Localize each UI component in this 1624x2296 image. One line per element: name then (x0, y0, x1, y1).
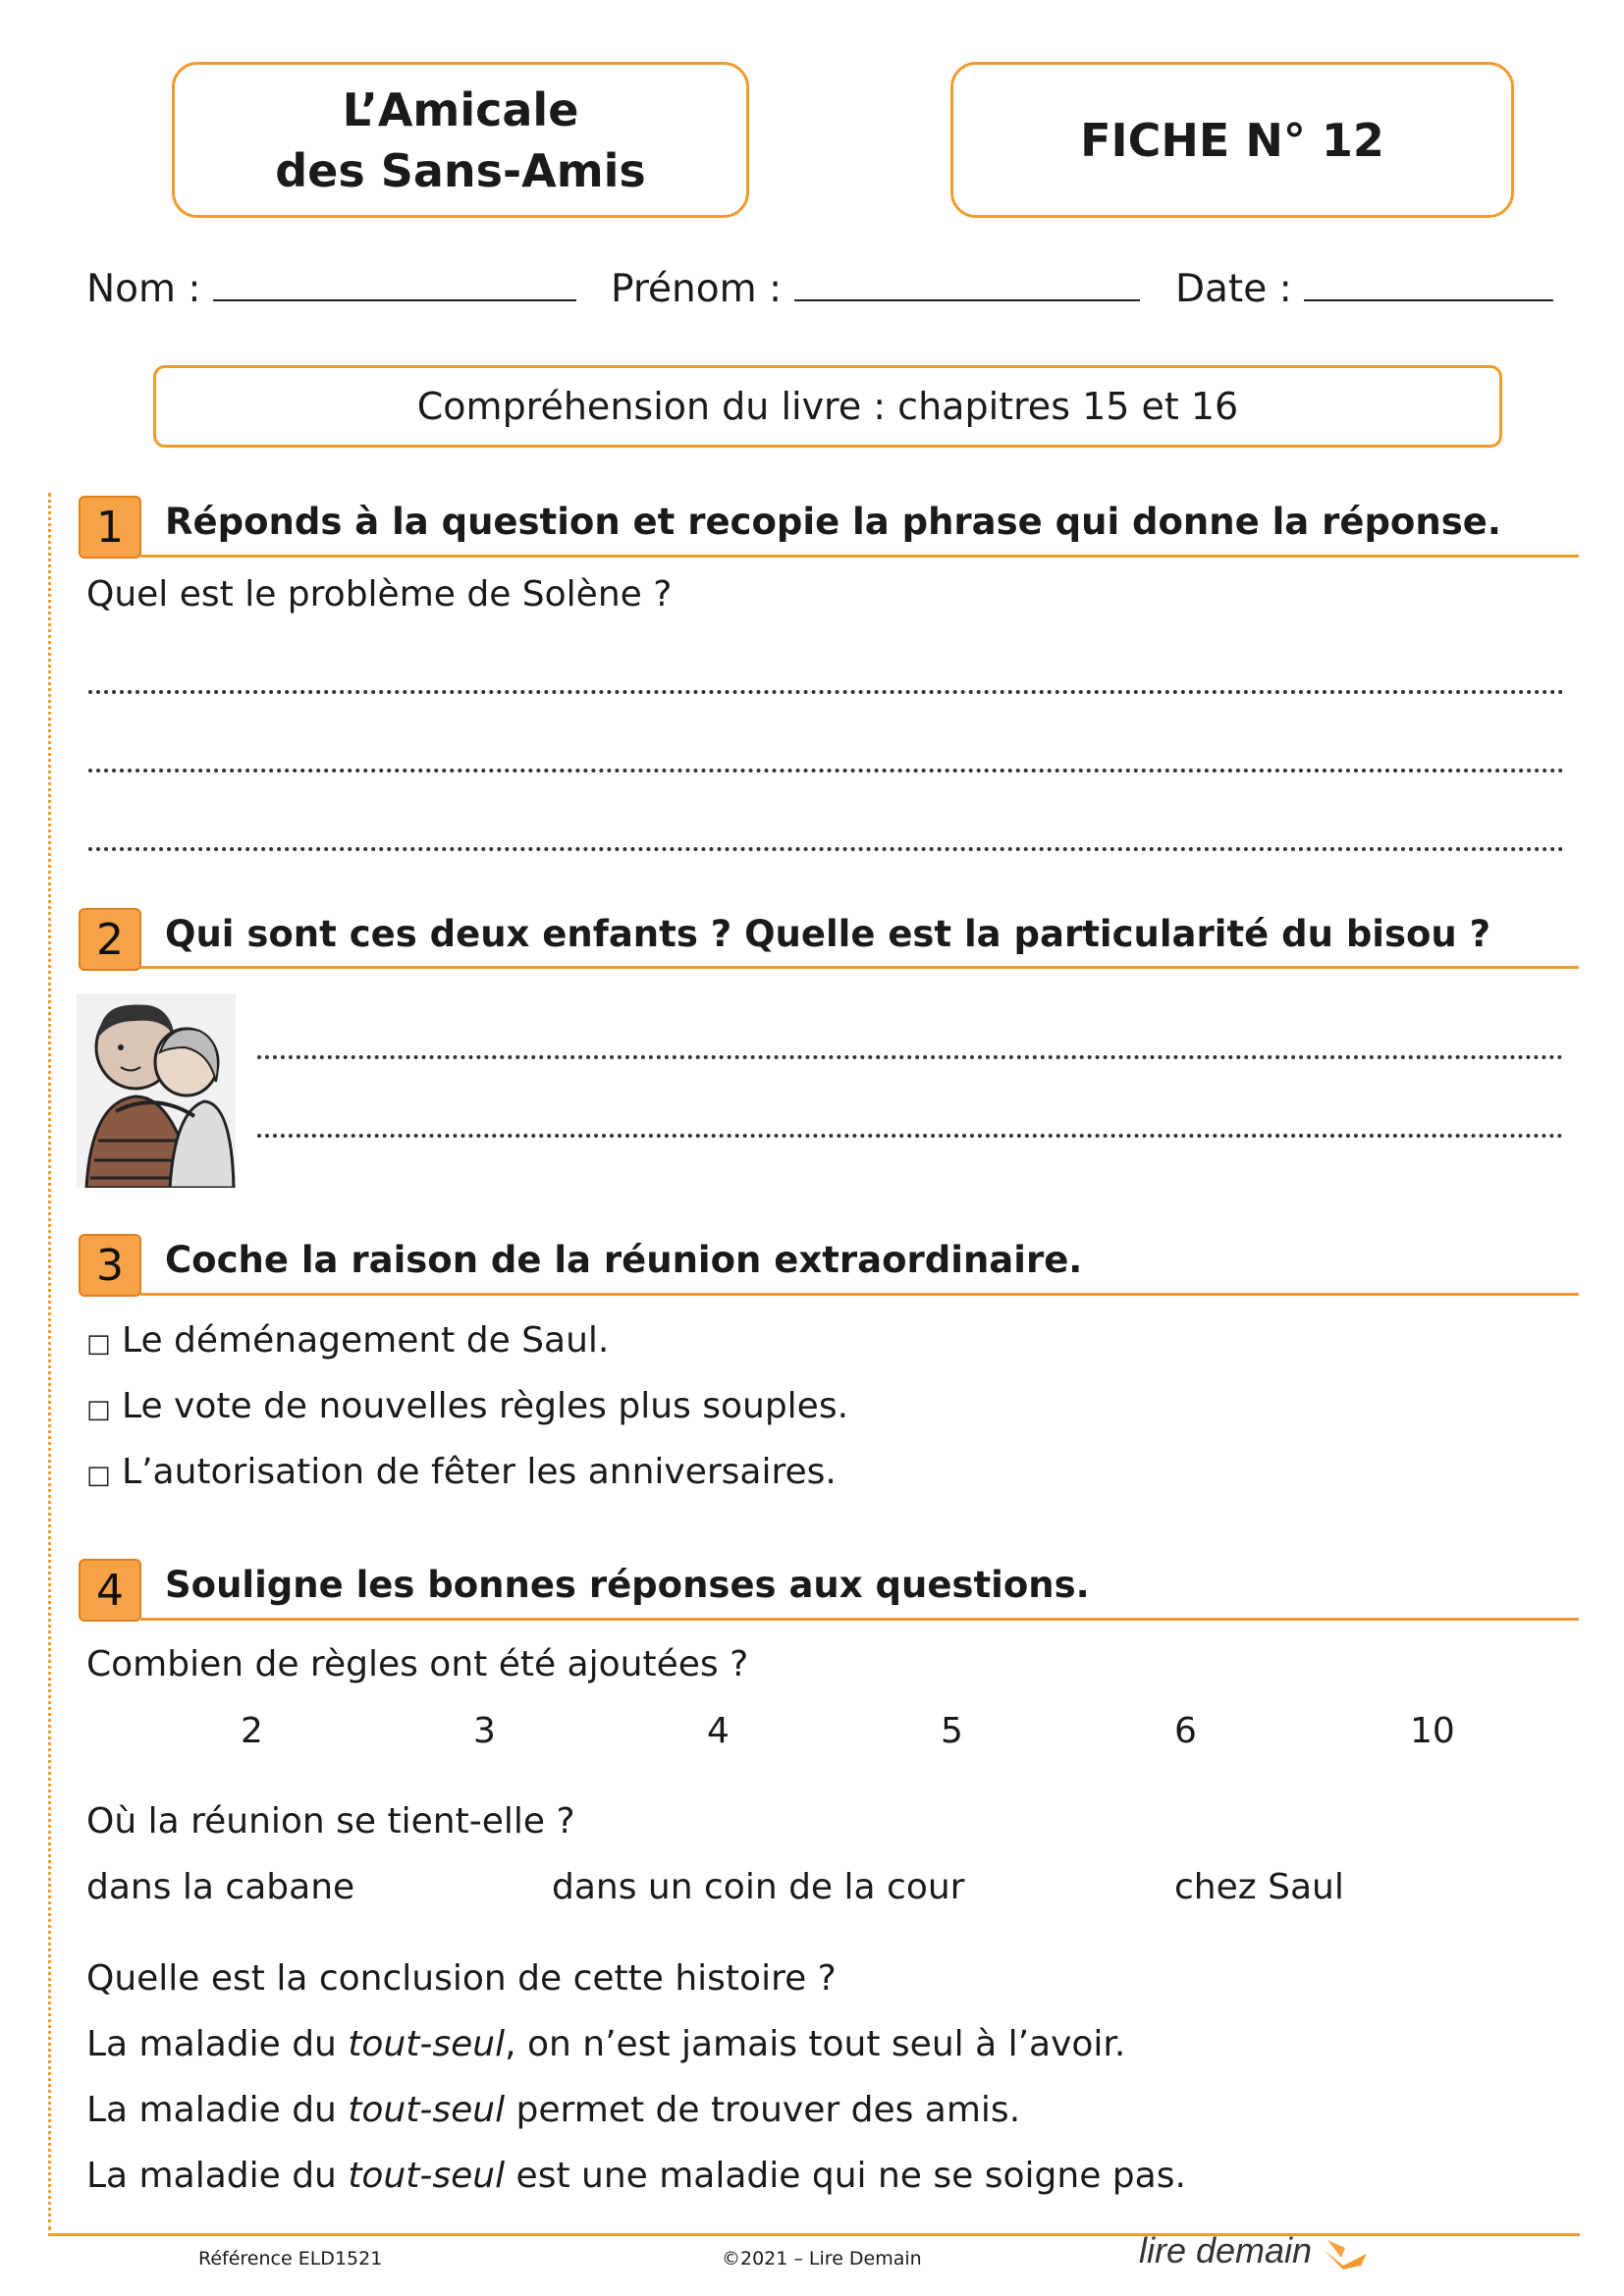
document-title-box (172, 62, 749, 218)
answer-line-3[interactable] (88, 847, 1564, 851)
subtitle: Compréhension du livre : chapitres 15 et 16 (416, 385, 1239, 428)
answer-line-1[interactable] (88, 690, 1564, 694)
field-nom-line[interactable] (213, 290, 576, 301)
question-2-heading: Qui sont ces deux enfants ? Quelle est la particularité du bisou ? (165, 913, 1491, 955)
question-4-number: 4 (79, 1559, 141, 1622)
field-nom (86, 267, 576, 311)
document-title-line1: L’Amicale (342, 82, 579, 136)
field-prenom (611, 267, 1140, 311)
question-4-heading: Souligne les bonnes réponses aux questions. (165, 1564, 1090, 1606)
choice-4c-2-suffix: permet de trouver des amis. (505, 2090, 1021, 2130)
field-date-label: Date : (1175, 267, 1292, 311)
question-3-heading: Coche la raison de la réunion extraordinaire. (165, 1239, 1083, 1281)
lire-demain-logo (1139, 2230, 1369, 2271)
field-prenom-line[interactable] (794, 290, 1140, 301)
choice-4c-1-prefix: La maladie du (86, 2024, 349, 2064)
question-4a-text: Combien de règles ont été ajoutées ? (86, 1644, 749, 1684)
question-1-number: 1 (79, 496, 141, 559)
checkbox-icon[interactable]: □ (86, 1461, 111, 1490)
footer-reference: Référence ELD1521 (198, 2248, 383, 2269)
logo-text: lire demain (1139, 2230, 1313, 2270)
option-2[interactable] (86, 1386, 848, 1426)
checkbox-icon[interactable]: □ (86, 1395, 111, 1424)
question-2-rule (140, 966, 1579, 969)
choice-4c-1[interactable] (86, 2024, 1125, 2064)
choice-4b-2[interactable]: dans un coin de la cour (552, 1867, 965, 1907)
two-children-kiss-illustration (77, 993, 236, 1188)
choice-4c-2-prefix: La maladie du (86, 2090, 349, 2130)
checkbox-icon[interactable]: □ (86, 1329, 111, 1359)
subtitle-box (153, 365, 1502, 448)
option-1-label: Le déménagement de Saul. (122, 1320, 610, 1361)
footer-copyright: ©2021 – Lire Demain (722, 2248, 922, 2269)
choice-4b-3[interactable]: chez Saul (1174, 1867, 1344, 1907)
choice-4c-1-suffix: , on n’est jamais tout seul à l’avoir. (505, 2024, 1126, 2064)
fiche-number-box (950, 62, 1514, 218)
document-title-line2: des Sans-Amis (275, 143, 646, 197)
option-2-label: Le vote de nouvelles règles plus souples. (122, 1386, 849, 1426)
option-3[interactable] (86, 1452, 837, 1492)
option-1[interactable] (86, 1320, 609, 1361)
field-date (1175, 267, 1553, 311)
field-date-line[interactable] (1304, 290, 1553, 301)
question-1-rule (140, 555, 1579, 558)
choice-4a-4[interactable]: 5 (941, 1711, 963, 1751)
answer-line-4[interactable] (257, 1055, 1563, 1059)
question-3-rule (140, 1293, 1579, 1296)
choice-4a-2[interactable]: 3 (473, 1711, 496, 1751)
choice-4a-6[interactable]: 10 (1410, 1711, 1455, 1751)
question-3-number: 3 (79, 1234, 141, 1297)
question-4b-text: Où la réunion se tient-elle ? (86, 1801, 575, 1842)
answer-line-5[interactable] (257, 1134, 1563, 1138)
option-3-label: L’autorisation de fêter les anniversaires. (122, 1452, 837, 1492)
choice-4a-1[interactable]: 2 (241, 1711, 263, 1751)
question-4c-text: Quelle est la conclusion de cette histoire ? (86, 1958, 837, 1999)
question-1-text: Quel est le problème de Solène ? (86, 574, 673, 614)
question-1-heading: Réponds à la question et recopie la phrase qui donne la réponse. (165, 501, 1501, 543)
field-nom-label: Nom : (86, 267, 201, 311)
choice-4c-2-italic: tout-seul (348, 2090, 506, 2130)
choice-4c-3[interactable] (86, 2156, 1186, 2196)
choice-4c-1-italic: tout-seul (348, 2024, 506, 2064)
illustration-icon (77, 993, 236, 1188)
field-prenom-label: Prénom : (611, 267, 783, 311)
choice-4c-3-italic: tout-seul (348, 2156, 506, 2196)
choice-4a-3[interactable]: 4 (707, 1711, 730, 1751)
open-book-logo-icon (1322, 2236, 1369, 2269)
choice-4c-3-suffix: est une maladie qui ne se soigne pas. (505, 2156, 1186, 2196)
question-4-rule (140, 1618, 1579, 1621)
choice-4c-3-prefix: La maladie du (86, 2156, 349, 2196)
choice-4b-1[interactable]: dans la cabane (86, 1867, 355, 1907)
choice-4a-5[interactable]: 6 (1174, 1711, 1197, 1751)
margin-dotted-line (48, 493, 51, 2230)
question-2-number: 2 (79, 908, 141, 971)
fiche-number: FICHE N° 12 (1080, 113, 1384, 167)
choice-4c-2[interactable] (86, 2090, 1020, 2130)
answer-line-2[interactable] (88, 769, 1564, 773)
